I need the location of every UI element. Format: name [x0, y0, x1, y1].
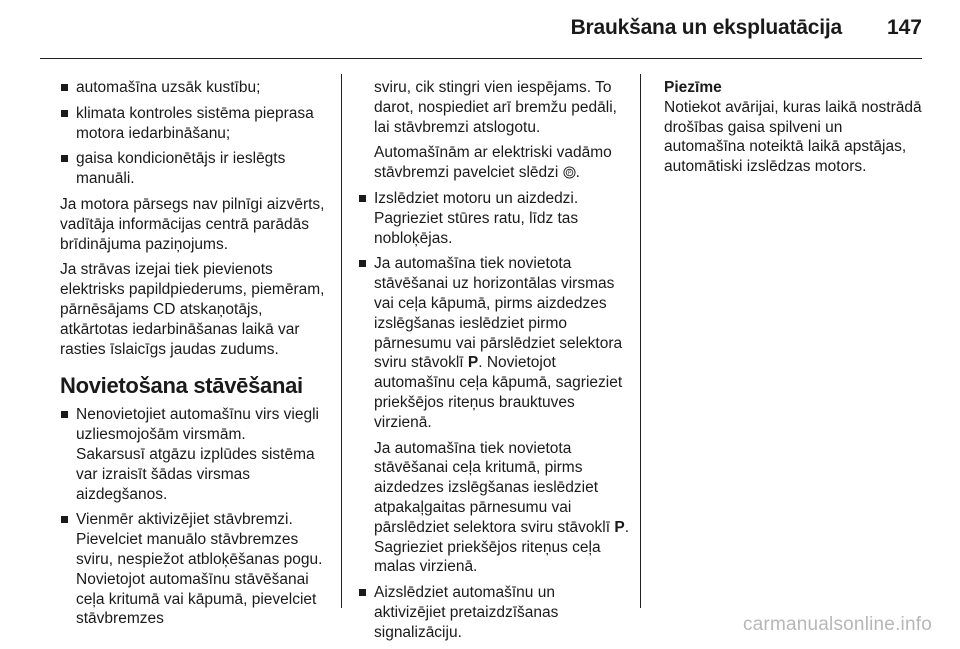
parking-list [60, 405, 328, 629]
header-rule [40, 58, 922, 59]
column-3 [664, 78, 926, 177]
text-span: . Sagrieziet priekšējos riteņus ceļa malas virzienā. [374, 518, 630, 576]
list-item: Vienmēr aktivizējiet stāvbremzi. Pievelciet manuālo stāvbremzes sviru, nespiežot atbloķēšanas pogu. Novietojot automašīnu stāvēšanai ceļa kritumā vai kāpumā, pievelciet stāvbremzes [60, 510, 328, 629]
list-item [358, 254, 630, 577]
list-item: automašīna uzsāk kustību; [60, 78, 328, 98]
list-item [60, 405, 328, 504]
column-1 [60, 78, 328, 635]
running-title: Braukšana un ekspluatācija [570, 16, 842, 39]
condition-list [60, 78, 328, 189]
paragraph-power-outlet: Ja strāvas izejai tiek pievienots elektrisks papildpiederums, piemēram, pārnēsājams CD atskaņotājs, atkārtotas iedarbināšanas laikā var rasties īslaicīgs jaudas zudums. [60, 261, 325, 358]
watermark: carmanualsonline.info [742, 614, 932, 635]
text-span: . [575, 164, 580, 182]
page-header [0, 0, 960, 60]
column-divider-2 [640, 74, 641, 608]
column-divider-1 [341, 74, 342, 608]
svg-text:P: P [567, 170, 571, 177]
list-item-text: Ja automašīna tiek novietota stāvēšanai uz horizontālas virsmas vai ceļa kāpumā, pirms aizdedzes izslēgšanas ieslēdziet pirmo pārnesumu vai pārslēdziet selektora sviru stāvoklī [374, 255, 623, 372]
electric-brake-text [358, 143, 630, 183]
list-item: Aizslēdziet automašīnu un aktivizējiet pretaizdzīšanas signalizāciju. [358, 583, 630, 642]
text-span: Automašīnām ar elektriski vadāmo stāvbremzi pavelciet slēdzi [374, 144, 612, 182]
column-2 [358, 78, 630, 649]
paragraph-hood-warning: Ja motora pārsegs nav pilnīgi aizvērts, vadītāja informācijas centrā parādās brīdinājuma paziņojums. [60, 195, 325, 253]
list-item-text: Sakarsusī atgāzu izplūdes sistēma var izraisīt šādas virsmas aizdegšanos. [76, 445, 315, 503]
gear-position: P [467, 354, 479, 372]
page-number: 147 [886, 16, 922, 39]
list-item: gaisa kondicionētājs ir ieslēgts manuāli. [60, 149, 328, 189]
continued-text: sviru, cik stingri vien iespējams. To darot, nospiediet arī bremžu pedāli, lai stāvbremzi atslogotu. [374, 79, 617, 136]
list-item-text: Nenovietojiet automašīnu virs viegli uzliesmojošām virsmām. [76, 406, 319, 444]
list-item: klimata kontroles sistēma pieprasa motora iedarbināšanu; [60, 104, 328, 144]
note-text: Notiekot avārijai, kuras laikā nostrādā drošības gaisa spilveni un automašīna noteiktā laikā apstājas, automātiski izslēdzas motors. [664, 98, 922, 176]
list-item-text: . Novietojot automašīnu ceļa kāpumā, sagrieziet priekšējos riteņus brauktuves virzienā. [374, 354, 623, 431]
note-title: Piezīme [664, 79, 722, 96]
list-item-subparagraph [374, 439, 630, 578]
gear-position: P [614, 518, 625, 536]
section-heading: Novietošana stāvēšanai [60, 373, 303, 399]
list-item: Izslēdziet motoru un aizdedzi. Pagrieziet stūres ratu, līdz tas nobloķējas. [358, 189, 630, 248]
parking-brake-icon [563, 166, 576, 179]
parking-steps-list [358, 189, 630, 643]
text-span: Ja automašīna tiek novietota stāvēšanai ceļa kritumā, pirms aizdedzes izslēgšanas ieslēdziet atpakaļgaitas pārnesumu vai pārslēdziet selektora sviru stāvoklī [374, 439, 611, 536]
